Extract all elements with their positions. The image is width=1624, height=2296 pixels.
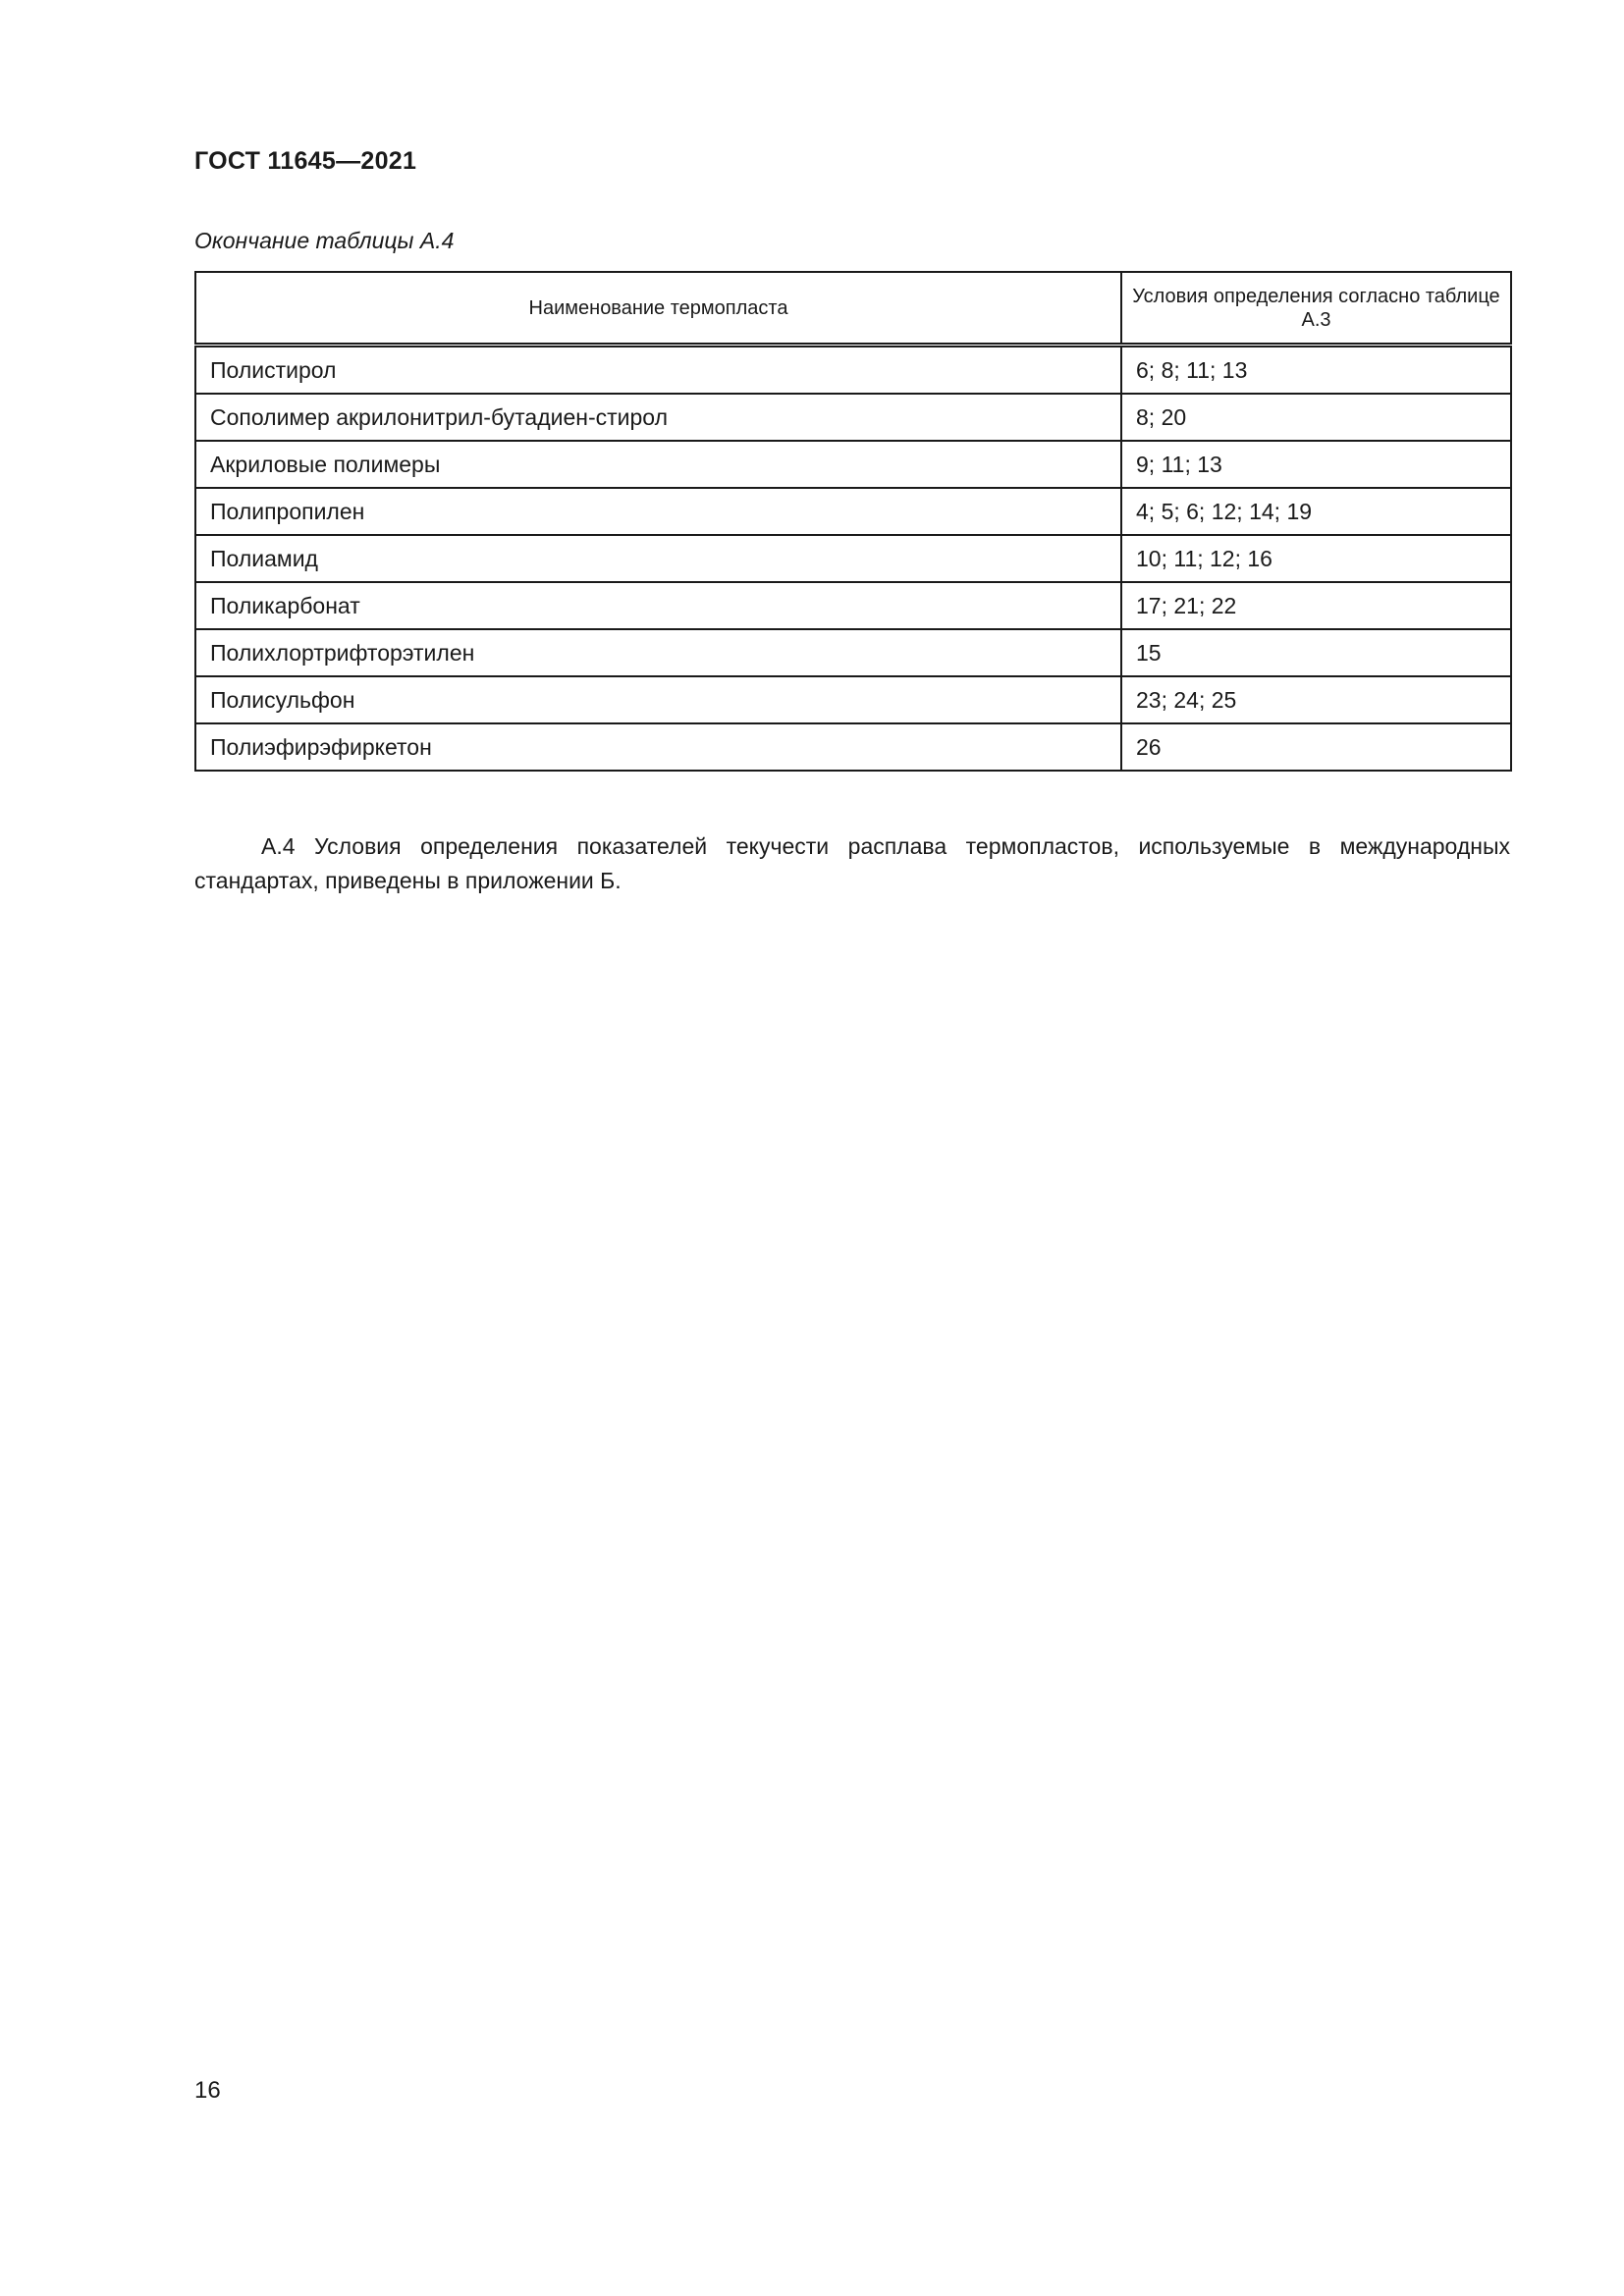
table-row — [195, 488, 1511, 535]
cell-conditions: 23; 24; 25 — [1121, 676, 1511, 723]
table-row — [195, 629, 1511, 676]
cell-thermoplastic-name: Полиамид — [195, 535, 1121, 582]
cell-conditions: 9; 11; 13 — [1121, 441, 1511, 488]
table-row — [195, 441, 1511, 488]
paragraph-a4-text: А.4 Условия определения показателей текучести расплава термопластов, используемые в международных стандартах, приведены в приложении Б. — [194, 833, 1510, 893]
cell-thermoplastic-name: Поликарбонат — [195, 582, 1121, 629]
table-row — [195, 676, 1511, 723]
page-number: 16 — [194, 2077, 221, 2104]
table-header-row — [195, 272, 1511, 346]
cell-thermoplastic-name: Сополимер акрилонитрил-бутадиен-стирол — [195, 394, 1121, 441]
cell-conditions: 10; 11; 12; 16 — [1121, 535, 1511, 582]
column-header-conditions: Условия определения согласно таблице А.3 — [1121, 272, 1511, 346]
paragraph-a4 — [194, 829, 1510, 898]
table-caption: Окончание таблицы А.4 — [194, 228, 455, 253]
table-row — [195, 535, 1511, 582]
cell-thermoplastic-name: Полистирол — [195, 346, 1121, 395]
table-row — [195, 394, 1511, 441]
table-container — [194, 271, 1510, 772]
cell-thermoplastic-name: Полипропилен — [195, 488, 1121, 535]
table-row — [195, 723, 1511, 771]
column-header-name: Наименование термопласта — [195, 272, 1121, 346]
cell-thermoplastic-name: Полиэфирэфиркетон — [195, 723, 1121, 771]
document-header: ГОСТ 11645—2021 — [194, 147, 417, 175]
cell-conditions: 26 — [1121, 723, 1511, 771]
thermoplastics-table — [194, 271, 1512, 772]
cell-conditions: 8; 20 — [1121, 394, 1511, 441]
cell-conditions: 17; 21; 22 — [1121, 582, 1511, 629]
cell-thermoplastic-name: Полихлортрифторэтилен — [195, 629, 1121, 676]
cell-thermoplastic-name: Акриловые полимеры — [195, 441, 1121, 488]
table-row — [195, 582, 1511, 629]
cell-thermoplastic-name: Полисульфон — [195, 676, 1121, 723]
cell-conditions: 4; 5; 6; 12; 14; 19 — [1121, 488, 1511, 535]
cell-conditions: 6; 8; 11; 13 — [1121, 346, 1511, 395]
cell-conditions: 15 — [1121, 629, 1511, 676]
table-row — [195, 346, 1511, 395]
